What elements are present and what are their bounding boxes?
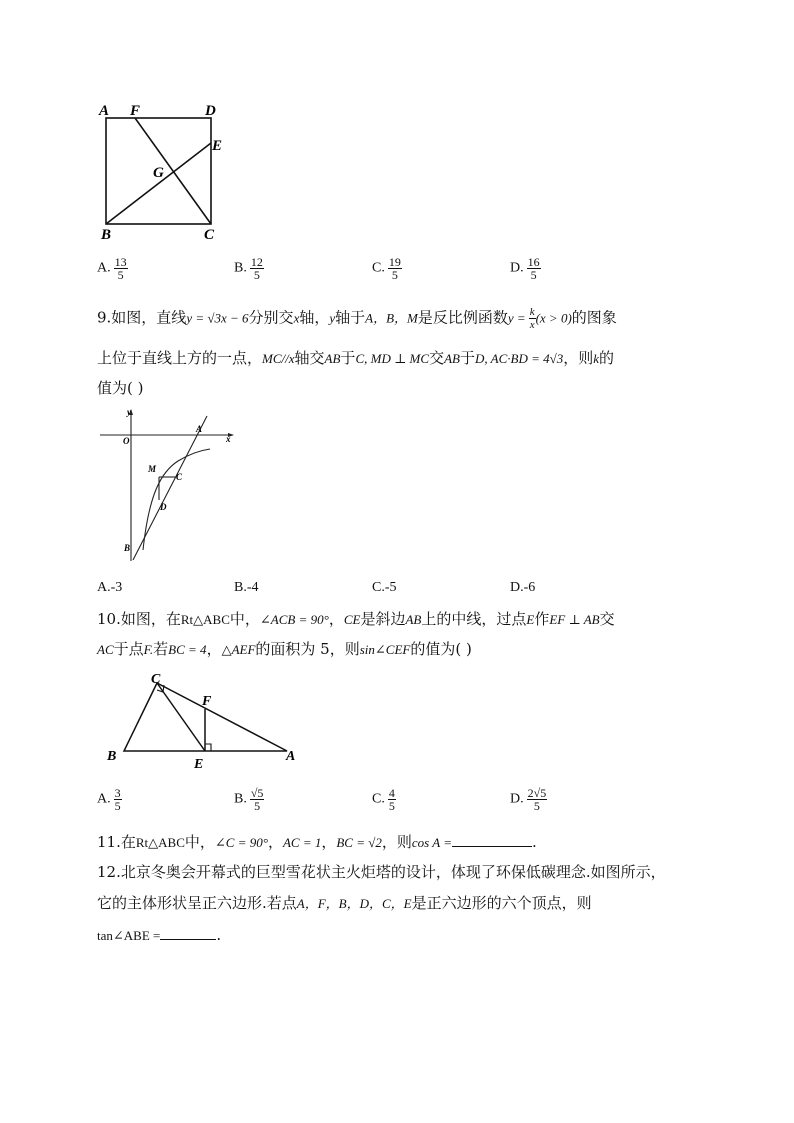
option-letter: D.	[510, 791, 524, 807]
numerator: √5	[250, 786, 264, 800]
q10-option-a[interactable]	[97, 787, 122, 812]
text: 交	[429, 349, 445, 367]
fraction	[114, 787, 122, 812]
label-b: B	[107, 749, 117, 764]
denominator: x	[529, 319, 535, 331]
q8-square-figure	[95, 98, 235, 246]
q9-graph-figure	[95, 404, 240, 564]
eq-lhs: y =	[507, 310, 526, 326]
option-letter: B.	[234, 260, 247, 276]
text: 的值为( )	[410, 640, 472, 658]
denominator: 5	[254, 799, 261, 813]
math: AC = 1	[282, 835, 322, 850]
option-letter: D.	[510, 260, 524, 276]
fraction	[250, 256, 264, 281]
q9-option-b[interactable]: B.-4	[234, 580, 259, 595]
math: AB	[444, 351, 460, 366]
q10-triangle-figure	[100, 666, 305, 772]
numerator: 3	[114, 786, 121, 800]
label-f: F	[130, 103, 141, 119]
math: BC = √2	[336, 835, 382, 850]
q9-option-a[interactable]: A.-3	[97, 580, 123, 595]
math: D, AC·BD = 4√3	[474, 351, 564, 366]
text: 的图象	[571, 308, 617, 327]
text: 的面积为 5，则	[255, 640, 360, 658]
label-o: O	[123, 436, 130, 446]
label-e: E	[194, 757, 204, 772]
text: 它的主体形状呈正六边形.若点	[97, 894, 297, 912]
math: ∠C = 90°	[214, 835, 268, 850]
answer-blank-q12[interactable]	[160, 925, 216, 940]
q8-option-c[interactable]	[372, 256, 402, 281]
math: AC	[97, 642, 114, 657]
denominator: 5	[391, 268, 398, 282]
option-letter: C.	[372, 791, 385, 807]
q10-option-c[interactable]	[372, 787, 396, 812]
option-letter: B.	[234, 791, 247, 807]
segment-ce	[157, 683, 205, 751]
q8-option-b[interactable]	[234, 256, 264, 281]
label-e: E	[212, 138, 223, 154]
var-y: y	[329, 310, 336, 326]
label-c: C	[176, 472, 183, 482]
label-a: A	[286, 749, 296, 764]
text: ，	[206, 640, 222, 658]
label-c: C	[151, 672, 161, 687]
math: tan∠ABE =	[97, 928, 161, 943]
label-g: G	[153, 165, 164, 181]
text: 作	[534, 610, 550, 628]
math: k	[593, 351, 600, 366]
text: ，	[328, 610, 344, 628]
q10-line-1	[97, 609, 615, 630]
text: ，则	[563, 349, 594, 367]
text: 的	[599, 349, 615, 367]
text: ，	[321, 833, 337, 851]
fraction	[527, 256, 541, 281]
denominator: 5	[533, 799, 540, 813]
text: 于	[459, 349, 475, 367]
math: Rt△ABC	[180, 612, 230, 627]
text: 是反比例函数	[417, 308, 508, 327]
math: C, MD ⊥ MC	[355, 351, 430, 366]
points: A，B，M	[365, 310, 418, 326]
math: cos A =	[411, 835, 452, 850]
denominator: 5	[114, 799, 121, 813]
text: 轴交	[294, 349, 325, 367]
math: AB	[324, 351, 341, 366]
q8-option-d[interactable]	[510, 256, 541, 281]
label-a: A	[99, 103, 110, 119]
math: MC//x	[262, 351, 295, 366]
fraction	[114, 256, 128, 281]
label-x: x	[226, 434, 231, 444]
q10-option-b[interactable]	[234, 787, 264, 812]
numerator: 13	[114, 255, 127, 269]
label-c: C	[204, 227, 215, 243]
text: 于	[340, 349, 356, 367]
label-m: M	[148, 464, 157, 474]
answer-blank-q11[interactable]	[452, 832, 532, 847]
fraction	[527, 787, 548, 812]
text: 交	[599, 610, 615, 628]
right-angle-e	[205, 744, 211, 751]
text: 中，	[184, 833, 215, 851]
numerator: 2√5	[527, 786, 547, 800]
denominator: 5	[388, 799, 395, 813]
math: EF ⊥ AB	[549, 612, 600, 627]
text: 9.如图，直线	[97, 308, 187, 327]
text: ，则	[381, 833, 412, 851]
math: Rt△ABC	[135, 835, 185, 850]
numerator: 19	[388, 255, 401, 269]
var-x: x	[293, 310, 300, 326]
text: ，	[267, 833, 283, 851]
label-a: A	[196, 424, 203, 434]
option-letter: A.	[97, 260, 111, 276]
fraction	[388, 256, 402, 281]
math: sin∠CEF	[359, 642, 411, 657]
text: 上的中线，过点	[421, 610, 527, 628]
math: A，F，B，D，C，E	[296, 896, 412, 911]
math: △AEF	[221, 642, 256, 657]
fraction-k-over-x	[529, 306, 536, 331]
q9-option-c[interactable]: C.-5	[372, 580, 397, 595]
q8-option-a[interactable]	[97, 256, 128, 281]
text: 是斜边	[360, 610, 406, 628]
text: .	[216, 926, 222, 944]
q9-option-d[interactable]: D.-6	[510, 580, 536, 595]
numerator: 4	[388, 786, 395, 800]
numerator: 12	[250, 255, 263, 269]
label-y: y	[127, 407, 131, 417]
q9-line-2	[97, 348, 614, 369]
numerator: 16	[527, 255, 540, 269]
math: ∠ACB = 90°	[259, 612, 329, 627]
text: 轴，	[299, 308, 330, 327]
q10-line-2	[97, 639, 472, 660]
text: 于点	[113, 640, 144, 658]
fraction	[388, 787, 396, 812]
option-letter: C.	[372, 260, 385, 276]
option-letter: A.	[97, 791, 111, 807]
text: 分别交	[248, 308, 294, 327]
label-b: B	[101, 227, 112, 243]
q12-line-3	[97, 925, 221, 946]
math: AB	[405, 612, 422, 627]
text: 是正六边形的六个顶点，则	[411, 894, 592, 912]
text: 轴于	[335, 308, 366, 327]
label-d: D	[160, 502, 167, 512]
label-b: B	[124, 543, 131, 553]
text: .	[531, 833, 537, 851]
q9-line-3: 值为( )	[97, 379, 144, 397]
text: 中，	[229, 610, 260, 628]
denominator: 5	[530, 268, 537, 282]
equation-line: y = √3x − 6	[186, 310, 249, 326]
text: 上位于直线上方的一点，	[97, 349, 263, 367]
denominator: 5	[117, 268, 124, 282]
denominator: 5	[253, 268, 260, 282]
math: CE	[343, 612, 361, 627]
q12-line-2	[97, 893, 592, 914]
q10-option-d[interactable]	[510, 787, 547, 812]
text: 11.在	[97, 833, 136, 851]
segment-fc	[135, 118, 211, 224]
q12-line-1: 12.北京冬奥会开幕式的巨型雪花状主火炬塔的设计，体现了环保低碳理念.如图所示，	[97, 863, 666, 881]
math: E	[526, 612, 535, 627]
q9-line-1	[97, 306, 617, 331]
label-d: D	[205, 103, 216, 119]
fraction	[250, 787, 265, 812]
label-f: F	[202, 694, 212, 709]
text: 若	[153, 640, 169, 658]
condition: (x > 0)	[535, 310, 572, 326]
segment-be	[106, 143, 211, 224]
numerator: k	[529, 306, 535, 318]
text: 10.如图，在	[97, 610, 181, 628]
math: F.	[143, 642, 154, 657]
math: BC = 4	[168, 642, 207, 657]
q11-line	[97, 832, 537, 853]
